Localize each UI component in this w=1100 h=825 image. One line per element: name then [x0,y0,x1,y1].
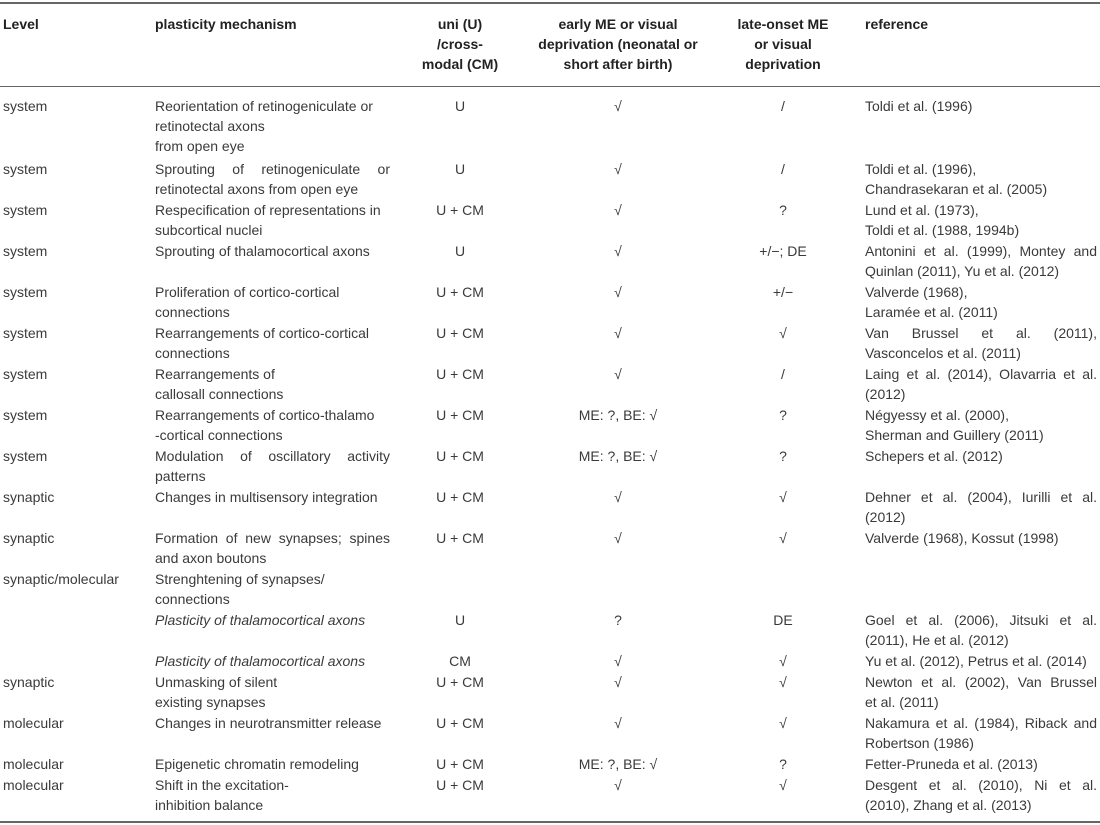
text-line: Rearrangements of cortico-cortical [155,325,369,341]
cell-late: √ [779,715,787,731]
text-line: Newton et al. (2002), Van Brussel [865,674,1097,690]
text-line: Laing et al. (2014), Olavarria et al. [865,366,1097,382]
text-line: callosall connections [155,386,284,402]
cell-level: system [3,243,48,259]
cell-level: system [3,284,48,300]
cell-reference [865,282,1097,322]
text-line: Lund et al. (1973), [865,202,979,218]
cell-level: molecular [3,715,64,731]
cell-mechanism [155,569,390,609]
cell-early: √ [614,674,622,690]
header-line: deprivation [745,56,821,72]
text-line: Strenghtening of synapses/ [155,571,325,587]
cell-late: / [781,366,785,382]
cell-early: √ [614,777,622,793]
cell-reference [865,364,1097,404]
cell-reference [865,323,1097,363]
text-line: Respecification of representations in [155,202,381,218]
header-line: deprivation (neonatal or [538,36,698,52]
text-line: Fetter-Pruneda et al. (2013) [865,756,1038,772]
text-line: Shift in the excitation- [155,777,289,793]
header-level: Level [3,16,39,32]
cell-early: √ [614,202,622,218]
cell-mechanism [155,282,390,322]
cell-early: √ [614,243,622,259]
text-line: Reorientation of retinogeniculate or [155,98,373,114]
cell-early: √ [614,530,622,546]
header-line: late-onset ME [737,16,829,32]
text-line: Plasticity of thalamocortical axons [155,612,366,628]
text-line: Formation of new synapses; spines [155,530,390,546]
text-line: Valverde (1968), [865,284,968,300]
header-line: /cross- [437,36,483,52]
cell-reference [865,610,1097,650]
cell-level: synaptic [3,489,55,505]
header-late [723,14,843,74]
text-line: Sprouting of retinogeniculate or [155,161,390,177]
cell-early: √ [614,325,622,341]
bottom-rule [0,821,1100,823]
cell-mechanism [155,446,390,486]
text-line: connections [155,345,230,361]
header-line: short after birth) [563,56,673,72]
cell-level: synaptic/molecular [3,571,119,587]
cell-late: √ [779,777,787,793]
cell-level: synaptic [3,530,55,546]
header-mechanism: plasticity mechanism [155,16,297,32]
text-line: Plasticity of thalamocortical axons [155,653,366,669]
cell-reference [865,672,1097,712]
text-line: existing synapses [155,694,266,710]
cell-uni: U + CM [436,489,484,505]
text-line: subcortical nuclei [155,222,263,238]
cell-mechanism [155,487,390,507]
cell-mechanism [155,754,390,774]
cell-mechanism [155,159,390,199]
text-line: Van Brussel et al. (2011), [865,325,1097,341]
cell-late: ? [779,756,787,772]
cell-late: / [781,161,785,177]
cell-uni: U + CM [436,202,484,218]
cell-early: ME: ?, BE: √ [578,448,658,464]
cell-early: ME: ?, BE: √ [578,756,658,772]
cell-uni: U [454,98,466,114]
cell-early: ? [614,612,622,628]
cell-early: √ [614,653,622,669]
cell-level: system [3,325,48,341]
text-line: and axon boutons [155,550,267,566]
cell-early: √ [614,98,622,114]
header-reference: reference [865,16,929,32]
cell-early: √ [614,715,622,731]
cell-reference [865,713,1097,753]
text-line: Toldi et al. (1988, 1994b) [865,222,1020,238]
cell-reference [865,96,1097,116]
cell-level: system [3,448,48,464]
text-line: retinotectal axons from open eye [155,181,359,197]
text-line: patterns [155,468,206,484]
cell-reference [865,487,1097,527]
cell-late: √ [779,530,787,546]
cell-level: system [3,202,48,218]
text-line: retinotectal axons [155,118,265,134]
cell-mechanism [155,96,390,156]
cell-mechanism [155,200,390,240]
text-line: -cortical connections [155,427,283,443]
cell-level: system [3,98,48,114]
text-line: Sprouting of thalamocortical axons [155,243,370,259]
cell-level: molecular [3,777,64,793]
cell-early: ME: ?, BE: √ [578,407,658,423]
cell-mechanism [155,323,390,363]
cell-mechanism [155,672,390,712]
cell-late: √ [779,489,787,505]
text-line: Quinlan (2011), Yu et al. (2012) [865,263,1060,279]
text-line: Toldi et al. (1996) [865,98,973,114]
cell-uni: CM [449,653,471,669]
text-line: Schepers et al. (2012) [865,448,1003,464]
cell-late: DE [773,612,793,628]
cell-reference [865,405,1097,445]
cell-early: √ [614,284,622,300]
cell-uni: U + CM [436,284,484,300]
text-line: Robertson (1986) [865,735,974,751]
cell-uni: U [454,243,466,259]
cell-uni: U + CM [436,756,484,772]
cell-early: √ [614,161,622,177]
header-early [528,14,708,74]
cell-late: ? [779,448,787,464]
cell-late: / [781,98,785,114]
text-line: Chandrasekaran et al. (2005) [865,181,1048,197]
header-uni-crossmodal [400,14,520,74]
cell-uni: U + CM [436,777,484,793]
text-line: Yu et al. (2012), Petrus et al. (2014) [865,653,1087,669]
cell-reference [865,241,1097,281]
cell-reference [865,446,1097,466]
cell-late: √ [779,325,787,341]
text-line: Laramée et al. (2011) [865,304,998,320]
text-line: (2011), He et al. (2012) [865,632,1009,648]
cell-late: ? [779,202,787,218]
cell-reference [865,651,1097,671]
cell-uni: U + CM [436,407,484,423]
cell-late: +/−; DE [759,243,807,259]
top-rule [0,2,1100,4]
header-line: or visual [754,36,812,52]
cell-mechanism [155,364,390,404]
cell-reference [865,528,1097,548]
header-rule [0,86,1100,87]
cell-early: √ [614,366,622,382]
cell-level: system [3,161,48,177]
text-line: (2012) [865,386,906,402]
text-line: Rearrangements of [155,366,275,382]
cell-level: synaptic [3,674,55,690]
text-line: (2012) [865,509,906,525]
cell-reference [865,775,1097,815]
cell-reference [865,200,1097,240]
text-line: Proliferation of cortico-cortical [155,284,340,300]
header-line: modal (CM) [421,56,499,72]
text-line: Rearrangements of cortico-thalamo [155,407,375,423]
cell-uni: U + CM [436,325,484,341]
cell-uni: U [454,612,466,628]
text-line: Dehner et al. (2004), Iurilli et al. [865,489,1097,505]
text-line: Toldi et al. (1996), [865,161,977,177]
text-line: (2010), Zhang et al. (2013) [865,797,1032,813]
header-line: uni (U) [437,16,483,32]
cell-uni: U + CM [436,448,484,464]
cell-uni: U + CM [436,530,484,546]
text-line: et al. (2011) [865,694,939,710]
cell-mechanism [155,610,390,630]
cell-uni: U [454,161,466,177]
cell-reference [865,754,1097,774]
cell-level: system [3,407,48,423]
cell-mechanism [155,528,390,568]
text-line: connections [155,304,230,320]
cell-mechanism [155,775,390,815]
text-line: Changes in neurotransmitter release [155,715,382,731]
text-line: Sherman and Guillery (2011) [865,427,1044,443]
text-line: Négyessy et al. (2000), [865,407,1009,423]
text-line: Nakamura et al. (1984), Riback and [865,715,1097,731]
cell-level: molecular [3,756,64,772]
cell-mechanism [155,241,390,261]
text-line: Antonini et al. (1999), Montey and [865,243,1097,259]
text-line: connections [155,591,230,607]
text-line: Goel et al. (2006), Jitsuki et al. [865,612,1097,628]
cell-late: √ [779,653,787,669]
text-line: Modulation of oscillatory activity [155,448,390,464]
text-line: Desgent et al. (2010), Ni et al. [865,777,1097,793]
cell-late: +/− [772,284,794,300]
text-line: Changes in multisensory integration [155,489,378,505]
text-line: Unmasking of silent [155,674,278,690]
text-line: from open eye [155,138,245,154]
text-line: Vasconcelos et al. (2011) [865,345,1021,361]
text-line: Valverde (1968), Kossut (1998) [865,530,1059,546]
header-line: early ME or visual [558,16,678,32]
cell-mechanism [155,713,390,733]
cell-uni: U + CM [436,366,484,382]
text-line: inhibition balance [155,797,264,813]
cell-early: √ [614,489,622,505]
cell-mechanism [155,651,390,671]
cell-uni: U + CM [436,715,484,731]
cell-reference [865,159,1097,199]
cell-uni: U + CM [436,674,484,690]
cell-late: ? [779,407,787,423]
text-line: Epigenetic chromatin remodeling [155,756,359,772]
cell-late: √ [779,674,787,690]
cell-level: system [3,366,48,382]
cell-mechanism [155,405,390,445]
